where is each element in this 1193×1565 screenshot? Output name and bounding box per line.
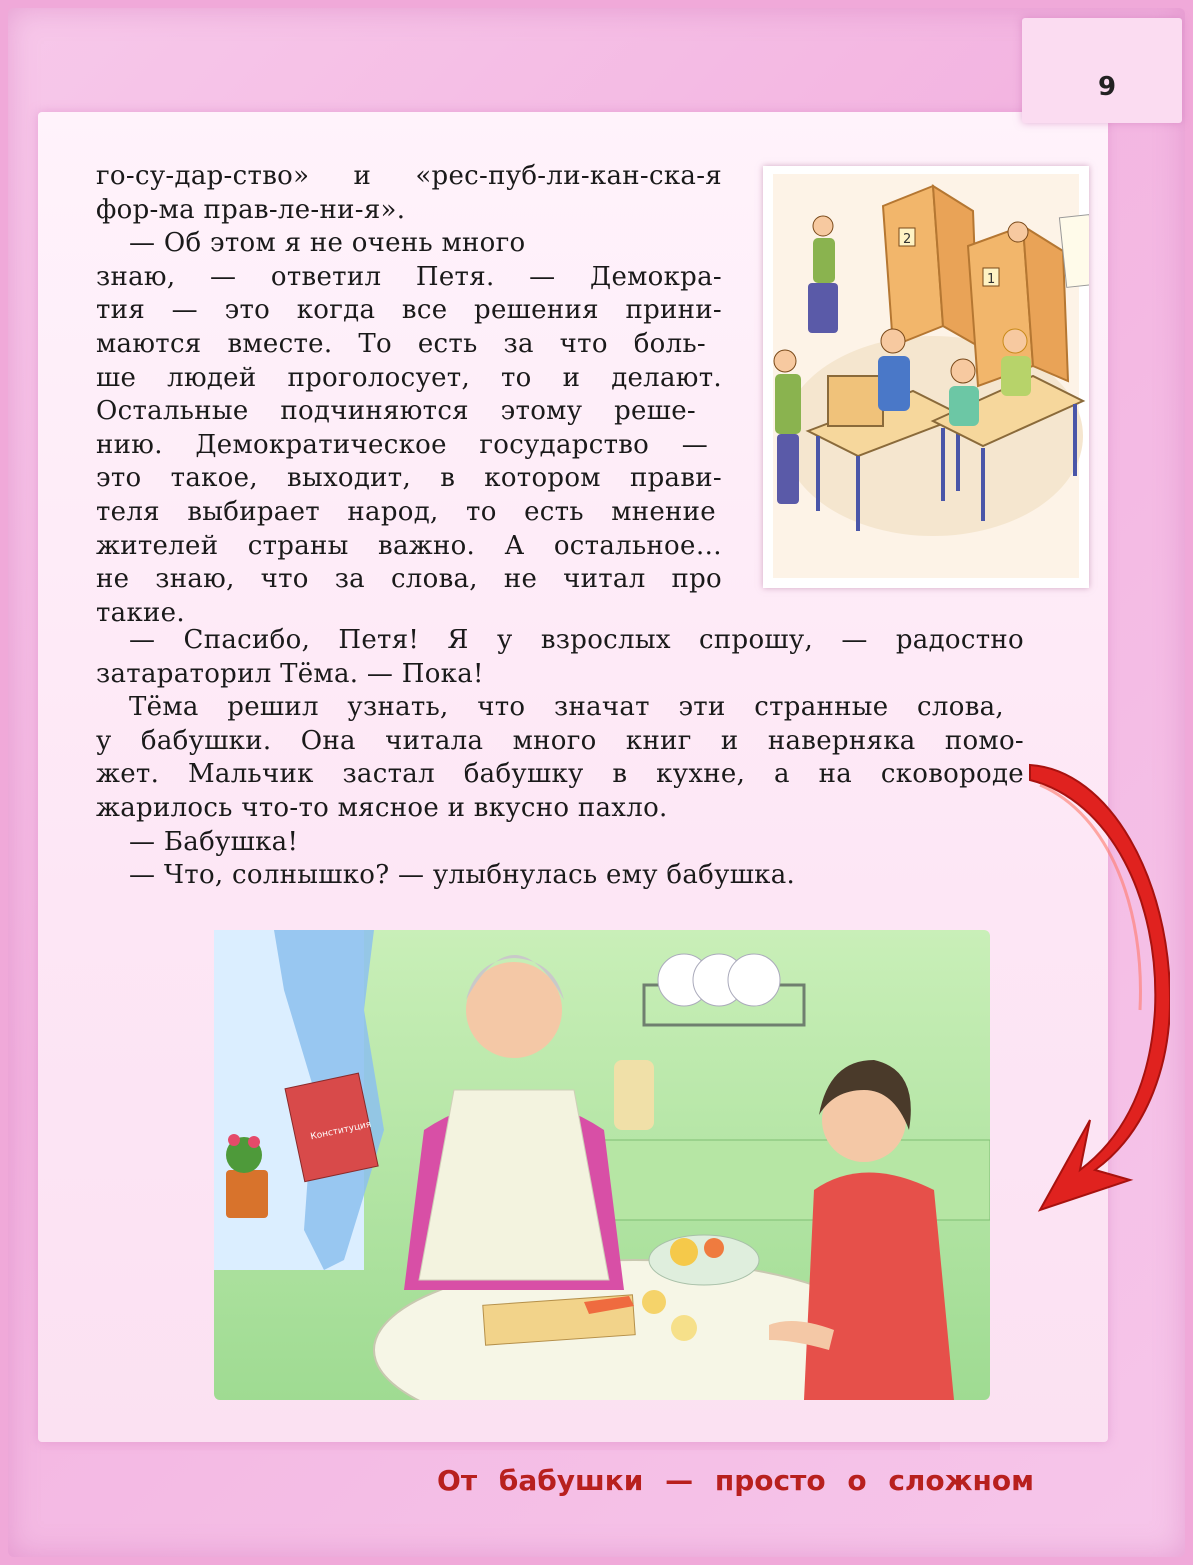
text-line: маются вместе. То есть за что боль-: [96, 328, 706, 359]
text-line: не знаю, что за слова, не читал про: [96, 564, 722, 595]
text-line: тия — это когда все решения прини-: [96, 295, 722, 326]
voting-illustration: [763, 166, 1089, 588]
text-line: — Что, солнышко? — улыбнулась ему бабушка.: [129, 860, 796, 891]
booth-number-1: 1: [987, 272, 996, 287]
text-line: теля выбирает народ, то есть мнение: [96, 496, 716, 527]
text-line: затараторил Тёма. — Пока!: [96, 658, 484, 689]
text-line: Остальные подчиняются этому реше-: [96, 396, 696, 427]
text-line: го-су-дар-ство» и «рес-пуб-ли-кан-ска-я: [96, 161, 722, 191]
text-line: — Спасибо, Петя! Я у взрослых спрошу, — радостно: [129, 625, 1024, 655]
kitchen-illustration: [214, 930, 990, 1400]
page-number: 9: [1097, 72, 1117, 102]
text-line: — Об этом я не очень много: [129, 228, 526, 259]
text-line: фор-ма прав-ле-ни-я».: [96, 194, 406, 225]
booth-number-2: 2: [903, 232, 912, 247]
text-line: жарилось что-то мясное и вкусно пахло.: [96, 792, 668, 823]
text-line: нию. Демократическое государство —: [96, 429, 708, 460]
wide-text-column: [96, 624, 1024, 893]
text-line: знаю, — ответил Петя. — Демокра-: [96, 261, 722, 292]
text-line: это такое, выходит, в котором прави-: [96, 463, 722, 494]
text-line: у бабушки. Она читала много книг и наверняка помо-: [96, 725, 1024, 756]
text-line: жет. Мальчик застал бабушку в кухне, а на сковороде: [96, 759, 1024, 790]
narrow-text-column: [96, 160, 722, 630]
red-curved-arrow-icon: [1020, 760, 1170, 1230]
text-line: ше людей проголосует, то и делают.: [96, 362, 722, 393]
text-line: жителей страны важно. А остальное…: [96, 530, 722, 561]
text-line: — Бабушка!: [129, 826, 299, 857]
page-number-tab: [1022, 18, 1182, 123]
text-line: такие.: [96, 597, 185, 628]
book-title: Конституция: [309, 1119, 373, 1143]
footer-title: От бабушки — просто о сложном: [437, 1464, 1034, 1497]
text-line: Тёма решил узнать, что значат эти странные слова,: [129, 692, 1004, 723]
